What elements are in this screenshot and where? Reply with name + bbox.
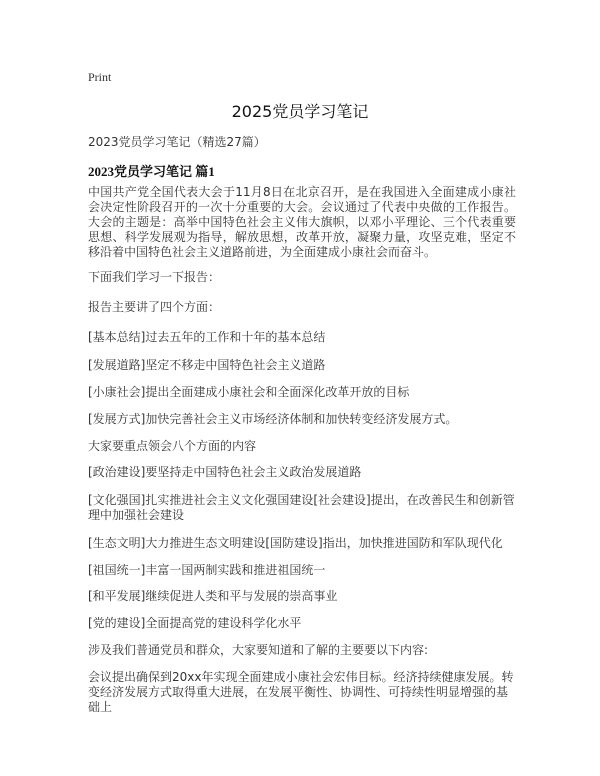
intro-paragraph: 中国共产党全国代表大会于11月8日在北京召开，是在我国进入全面建成小康社会决定性阶段召开的一次十分重要的大会。会议通过了代表中央做的工作报告。大会的主题是：高举中国特色社会主义伟大旗帜，以邓小平理论、三个代表重要思想、科学发展观为指导，解放思想，改革开放，凝聚力量，攻坚克难，坚定不移沿着中国特色社会主义道路前进，为全面建成小康社会而奋斗。 xyxy=(88,185,516,259)
document-subtitle: 2023党员学习笔记（精选27篇） xyxy=(88,135,266,149)
print-label: Print xyxy=(88,70,112,84)
paragraph: [发展方式]加快完善社会主义市场经济体制和加快转变经济发展方式。 xyxy=(88,412,458,426)
paragraph: 报告主要讲了四个方面： xyxy=(88,300,221,314)
paragraph: [生态文明]大力推进生态文明建设[国防建设]指出，加快推进国防和军队现代化 xyxy=(88,536,503,550)
paragraph: [党的建设]全面提高党的建设科学化水平 xyxy=(88,616,302,630)
paragraph: [小康社会]提出全面建成小康社会和全面深化改革开放的目标 xyxy=(88,385,410,399)
section-heading: 2023党员学习笔记 篇1 xyxy=(88,164,215,179)
paragraph: [文化强国]扎实推进社会主义文化强国建设[社会建设]提出，在改善民生和创新管理中加强社会建设 xyxy=(88,493,515,522)
paragraph: 下面我们学习一下报告： xyxy=(88,270,221,284)
paragraph: [祖国统一]丰富一国两制实践和推进祖国统一 xyxy=(88,563,326,577)
paragraph: 涉及我们普通党员和群众，大家要知道和了解的主要要以下内容: xyxy=(88,643,429,657)
paragraph: [基本总结]过去五年的工作和十年的基本总结 xyxy=(88,330,326,344)
paragraph: [发展道路]坚定不移走中国特色社会主义道路 xyxy=(88,358,326,372)
paragraph: [和平发展]继续促进人类和平与发展的崇高事业 xyxy=(88,589,338,603)
page-title: 2025党员学习笔记 xyxy=(231,102,369,121)
paragraph: [政治建设]要坚持走中国特色社会主义政治发展道路 xyxy=(88,465,362,479)
paragraph: 大家要重点领会八个方面的内容 xyxy=(88,439,257,453)
paragraph: 会议提出确保到20xx年实现全面建成小康社会宏伟目标。经济持续健康发展。转变经济发展方式取得重大进展，在发展平衡性、协调性、可持续性明显增强的基础上 xyxy=(88,670,514,714)
